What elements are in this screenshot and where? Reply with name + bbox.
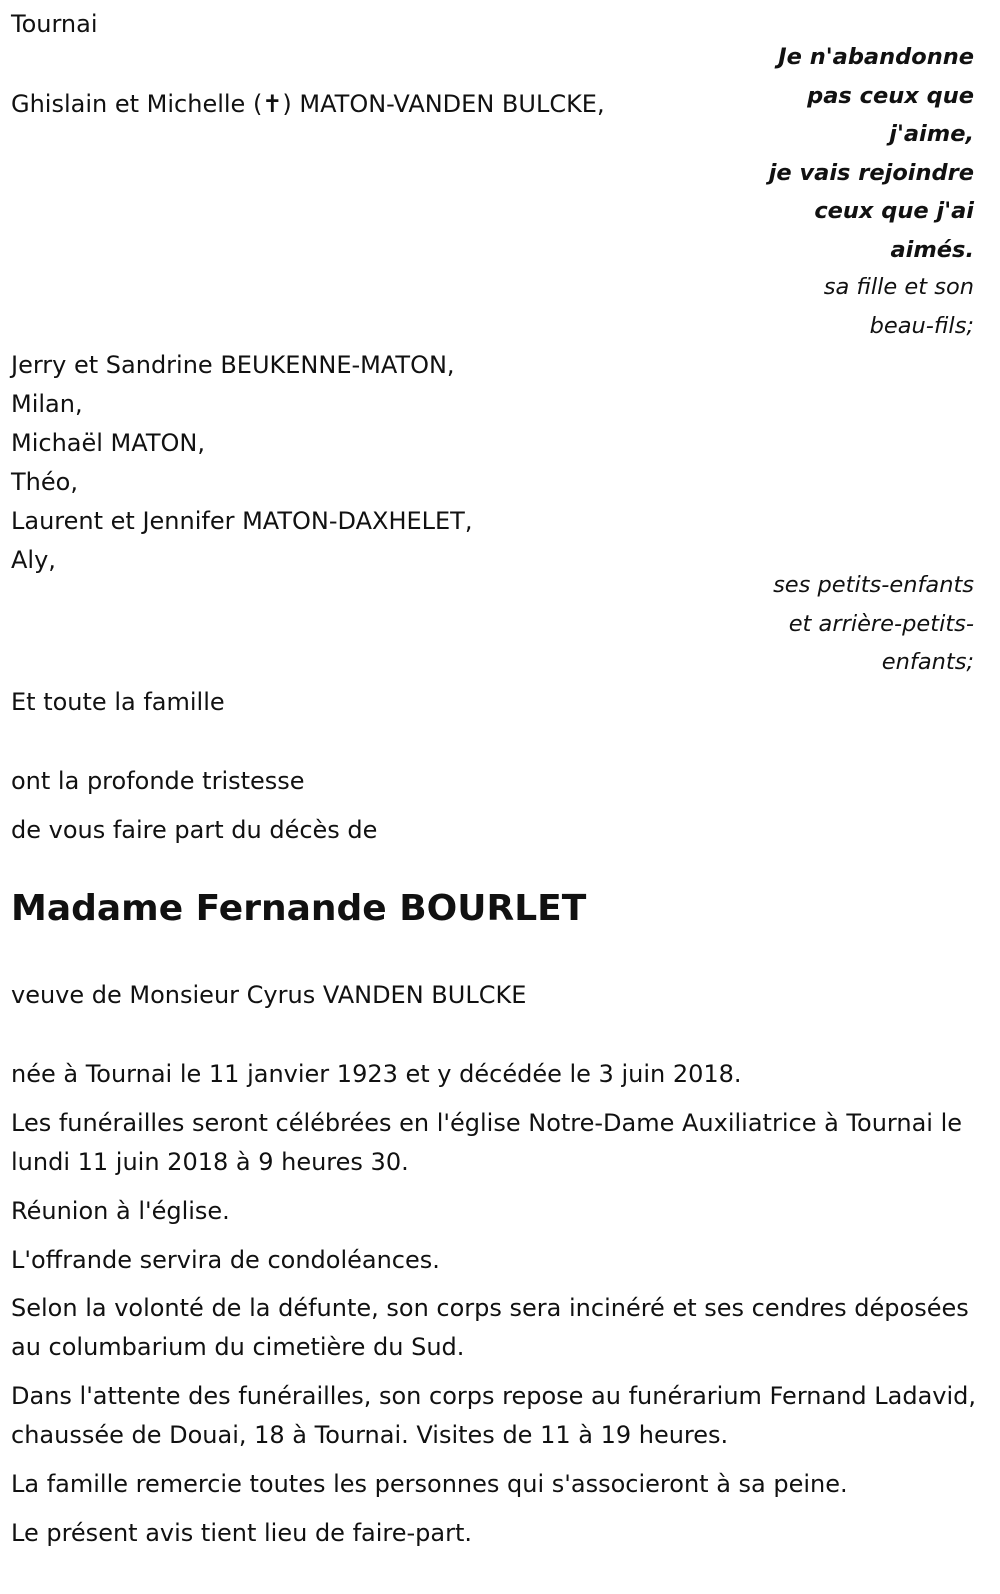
paragraph-notice: Le présent avis tient lieu de faire-part.: [11, 1519, 473, 1547]
family-line-daughter: Ghislain et Michelle (✝) MATON-VANDEN BULCKE,: [11, 90, 605, 118]
role-line: enfants;: [881, 649, 974, 675]
paragraph-meeting: Réunion à l'église.: [11, 1197, 230, 1225]
sadness-line: de vous faire part du décès de: [11, 816, 378, 844]
role-line: sa fille et son: [823, 274, 974, 300]
widow-of: veuve de Monsieur Cyrus VANDEN BULCKE: [11, 981, 527, 1009]
role-line: beau-fils;: [869, 312, 974, 339]
quote-line: je vais rejoindre: [768, 159, 974, 186]
family-all: Et toute la famille: [11, 688, 225, 716]
quote: [769, 38, 974, 269]
quote-line: j'aime,: [889, 121, 974, 147]
role-line: et arrière-petits-: [788, 610, 974, 637]
birth-death: née à Tournai le 11 janvier 1923 et y décédée le 3 juin 2018.: [11, 1060, 742, 1088]
paragraph-offering: L'offrande servira de condoléances.: [11, 1246, 440, 1274]
quote-line: ceux que j'ai: [814, 198, 974, 224]
role-grandchildren: [773, 566, 974, 682]
list-item: Laurent et Jennifer MATON-DAXHELET,: [11, 507, 473, 535]
quote-line: pas ceux que: [807, 82, 974, 109]
list-item: Aly,: [11, 546, 56, 574]
paragraph-thanks: La famille remercie toutes les personnes qui s'associeront à sa peine.: [11, 1470, 848, 1498]
deceased-name: Madame Fernande BOURLET: [11, 888, 587, 929]
list-item: Théo,: [11, 468, 78, 496]
paragraph-cremation: Selon la volonté de la défunte, son corps sera incinéré et ses cendres déposées au columbarium du cimetière du Sud.: [11, 1294, 969, 1361]
quote-line: aimés.: [890, 236, 974, 263]
list-item: Milan,: [11, 390, 83, 418]
quote-line: Je n'abandonne: [778, 44, 974, 70]
list-item: Jerry et Sandrine BEUKENNE-MATON,: [11, 351, 455, 379]
sadness-line: ont la profonde tristesse: [11, 767, 305, 795]
paragraph-funeral: Les funérailles seront célébrées en l'église Notre-Dame Auxiliatrice à Tournai le lundi 11 juin 2018 à 9 heures 30.: [11, 1109, 962, 1176]
list-item: Michaël MATON,: [11, 429, 205, 457]
role-daughter: [824, 268, 974, 345]
grandchildren-list: [11, 346, 472, 580]
paragraph-funerarium: Dans l'attente des funérailles, son corps repose au funérarium Fernand Ladavid, chaussée de Douai, 18 à Tournai. Visites de 11 à 19 heures.: [11, 1382, 977, 1449]
role-line: ses petits-enfants: [773, 572, 974, 598]
location: Tournai: [11, 10, 98, 38]
